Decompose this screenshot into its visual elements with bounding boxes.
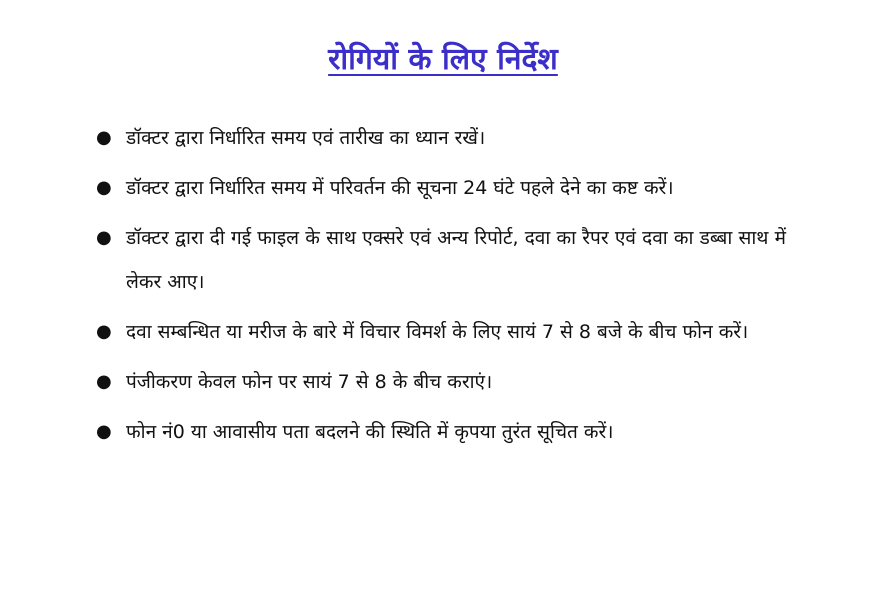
bullet-icon: ●: [96, 127, 112, 148]
page-title-text: रोगियों के लिए निर्देश: [328, 42, 558, 77]
list-item-text: दवा सम्बन्धित या मरीज के बारे में विचार विमर्श के लिए सायं 7 से 8 बजे के बीच फोन करें।: [126, 321, 749, 343]
bullet-icon: ●: [96, 321, 112, 342]
list-item: [96, 410, 786, 454]
list-item: [96, 116, 786, 160]
list-item-text: फोन नं0 या आवासीय पता बदलने की स्थिति में कृपया तुरंत सूचित करें।: [126, 421, 614, 443]
bullet-icon: ●: [96, 421, 112, 442]
instructions-list: [96, 116, 786, 460]
list-item: [96, 310, 786, 354]
list-item-text: डॉक्टर द्वारा निर्धारित समय में परिवर्तन की सूचना 24 घंटे पहले देने का कष्ट करें।: [126, 177, 674, 199]
list-item: [96, 360, 786, 404]
list-item: [96, 216, 786, 304]
list-item-text: डॉक्टर द्वारा निर्धारित समय एवं तारीख का ध्यान रखें।: [126, 127, 486, 149]
bullet-icon: ●: [96, 177, 112, 198]
bullet-icon: ●: [96, 371, 112, 392]
bullet-icon: ●: [96, 227, 112, 248]
page-title: [0, 38, 886, 82]
list-item-text: डॉक्टर द्वारा दी गई फाइल के साथ एक्सरे एवं अन्य रिपोर्ट, दवा का रैपर एवं दवा का डब्बा साथ में लेकर आए।: [126, 227, 786, 293]
list-item: [96, 166, 786, 210]
list-item-text: पंजीकरण केवल फोन पर सायं 7 से 8 के बीच कराएं।: [126, 371, 493, 393]
